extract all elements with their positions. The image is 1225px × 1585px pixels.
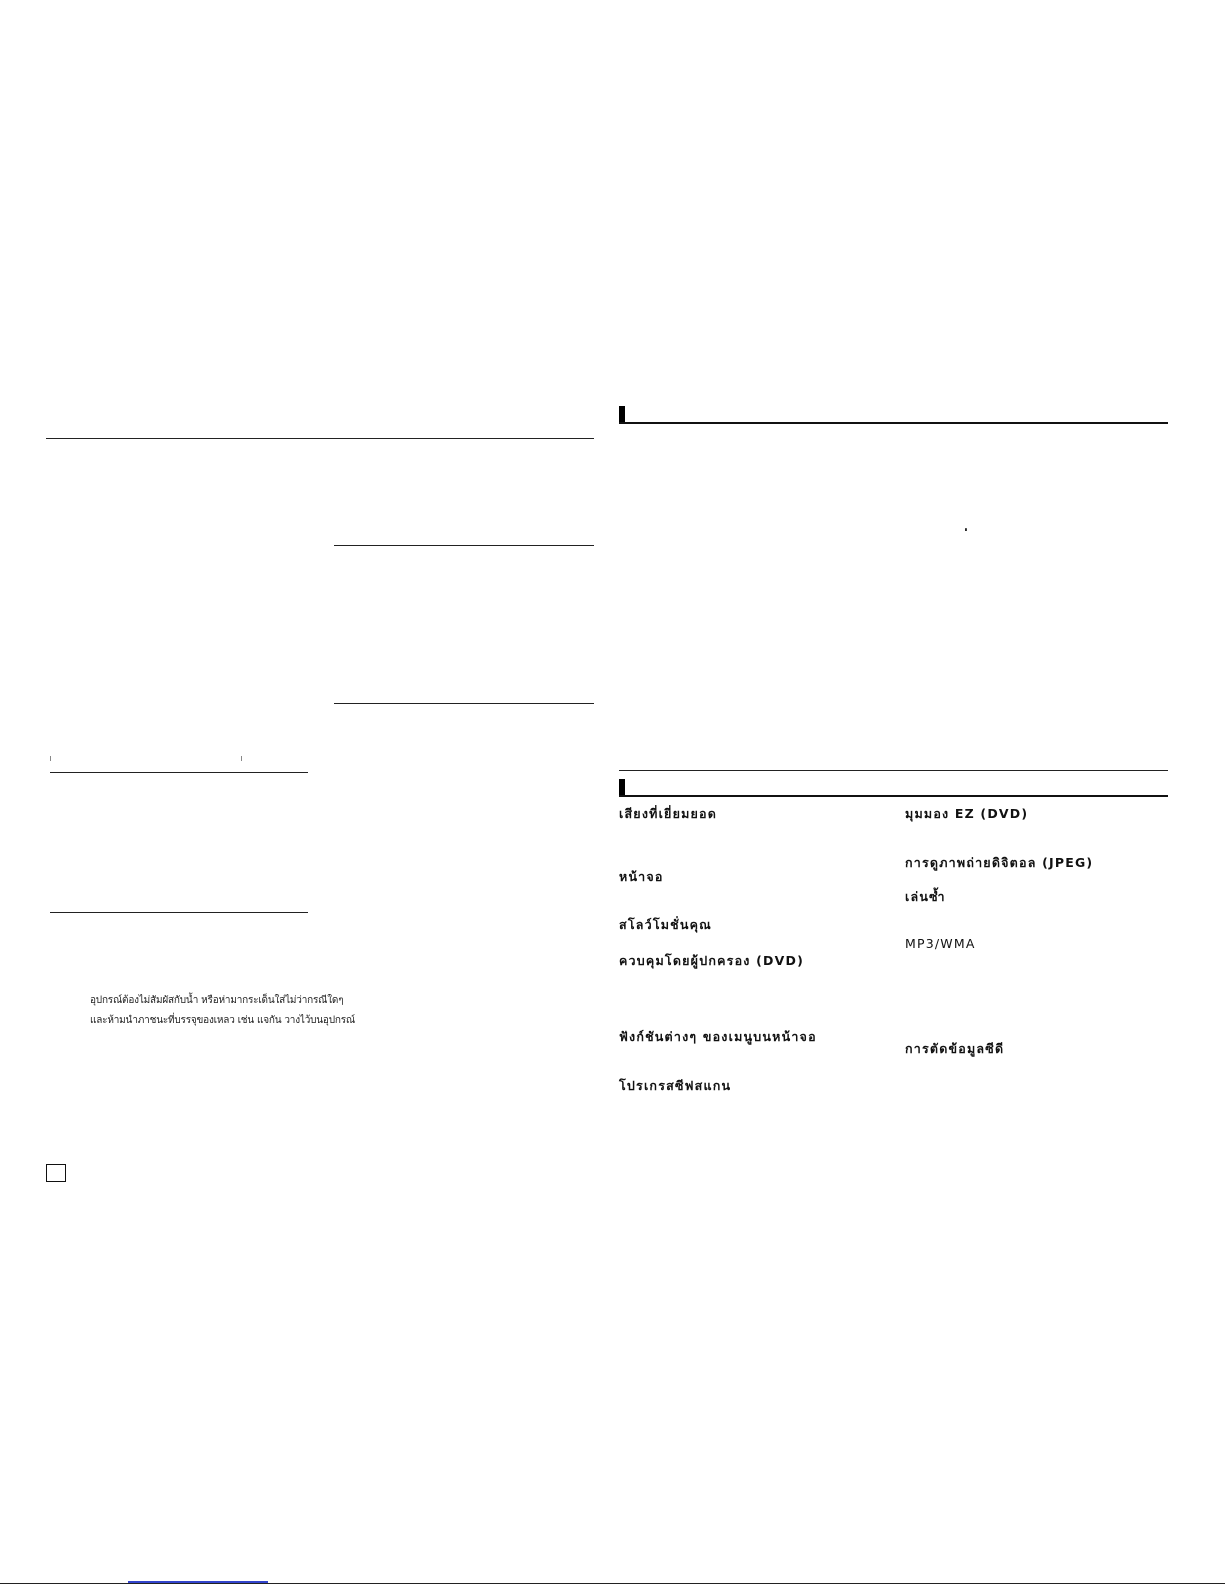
feature-left-3: สโลว์โมชั่นคุณ xyxy=(619,917,712,932)
notice-line-1: อุปกรณ์ต้องไม่สัมผัสกับน้ำ หรือห่ามากระเด็นใส่ไม่ว่ากรณีใดๆ xyxy=(90,995,344,1006)
feature-left-5: ฟังก์ชันต่างๆ ของเมนูบนหน้าจอ xyxy=(619,1029,817,1044)
feature-right-4: MP3/WMA xyxy=(905,936,976,951)
footer-link-underline[interactable] xyxy=(128,1581,268,1583)
left-tick-2 xyxy=(241,756,242,761)
left-sub-rule-2 xyxy=(334,703,594,704)
left-sub-rule-1 xyxy=(334,545,594,546)
left-sub-rule-3 xyxy=(50,772,308,773)
section-1-marker xyxy=(619,406,625,423)
section-2-rule xyxy=(619,795,1168,797)
left-sub-rule-4 xyxy=(50,912,308,913)
section-1-rule xyxy=(619,422,1168,424)
left-tick-1 xyxy=(50,756,51,761)
feature-left-6: โปรเกรสซีฟสแกน xyxy=(619,1078,732,1093)
feature-left-2: หน้าจอ xyxy=(619,869,664,884)
left-top-rule xyxy=(46,438,594,439)
feature-left-4: ควบคุมโดยผู้ปกครอง (DVD) xyxy=(619,953,804,968)
section-2-marker xyxy=(619,779,625,796)
feature-right-5: การตัดข้อมูลซีดี xyxy=(905,1041,1005,1056)
feature-left-1: เสียงที่เยี่ยมยอด xyxy=(619,806,718,821)
feature-right-1: มุมมอง EZ (DVD) xyxy=(905,806,1029,821)
notice-line-2: และห้ามนำภาชนะที่บรรจุของเหลว เช่น แจกัน วางไว้บนอุปกรณ์ xyxy=(90,1015,355,1026)
footer-rule xyxy=(0,1583,1225,1584)
section-2-top-rule xyxy=(619,770,1168,771)
feature-right-2: การดูภาพถ่ายดิจิตอล (JPEG) xyxy=(905,855,1094,870)
feature-right-3: เล่นซ้ำ xyxy=(905,889,946,904)
page-number-box xyxy=(46,1164,66,1182)
